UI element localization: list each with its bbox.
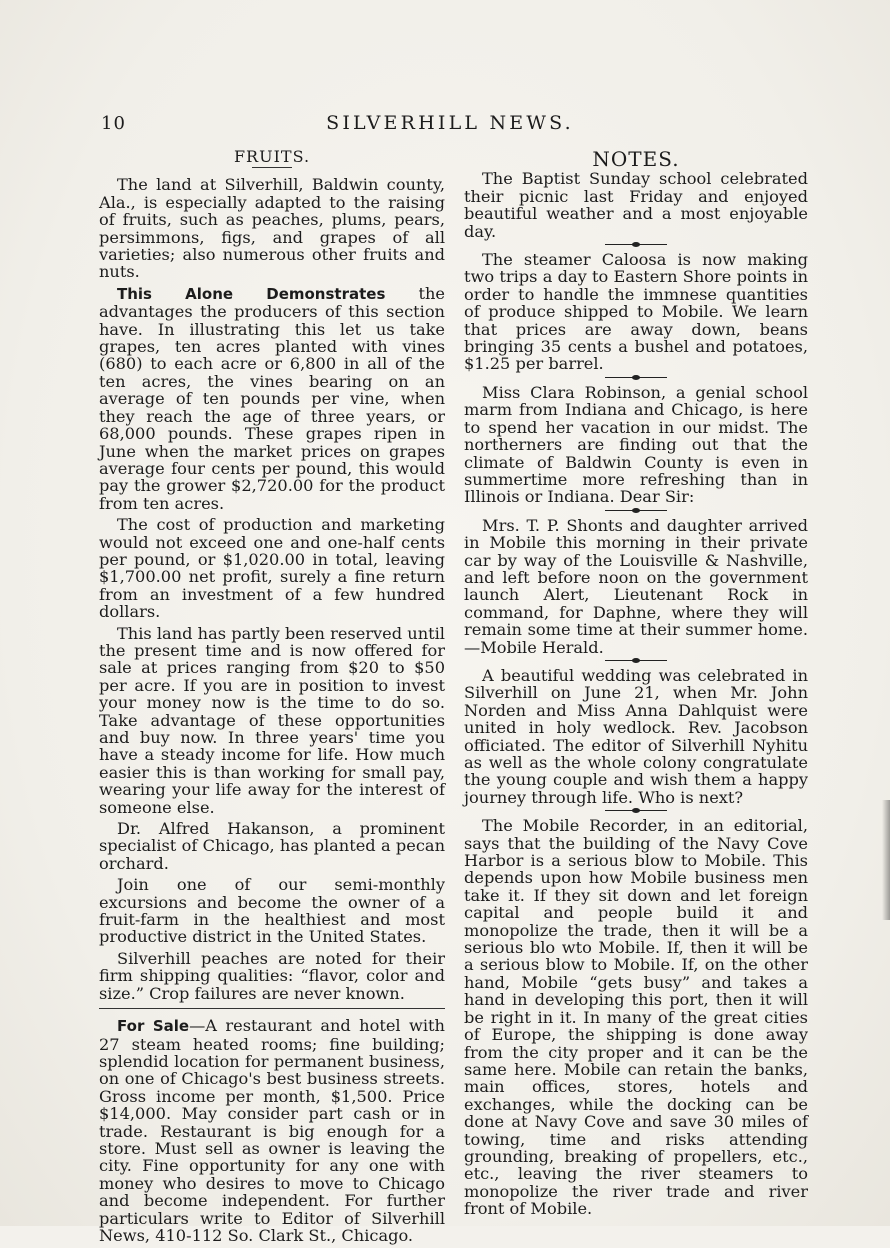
note-1: The Baptist Sunday school celebrated their picnic last Friday and enjoyed beautiful weather and a most enjoyable day. [464, 169, 808, 241]
fruits-paragraph-5: Dr. Alfred Hakanson, a prominent specialist of Chicago, has planted a pecan orchard. [99, 819, 445, 873]
notes-column [464, 148, 808, 1222]
note-separator [605, 244, 667, 245]
demonstrates-text: the advantages the producers of this section have. In illustrating this let us take grapes, ten acres planted with vines (680) to each acre or 6,800 in all of the ten acres, the vines bearing on an average of ten pounds per vine, when they reach the age of three years, or 68,000 pounds. These grapes ripen in June when the market prices on grapes average four cents per pound, this would pay the grower $2,720.00 for the product from ten acres. [99, 283, 446, 513]
page-edge-shadow [882, 800, 890, 920]
fruits-paragraph-4: This land has partly been reserved until the present time and is now offered for sale at prices ranging from $20 to $50 per acre. If you are in position to invest your money now is the time to do so. Take advantage of these opportunities and buy now. In three years' time you have a steady income for life. How much easier this is than working for small pay, wearing your life away for the interest of someone else. [99, 623, 445, 817]
section-divider [99, 1008, 445, 1009]
heading-rule [252, 167, 292, 168]
notes-heading: NOTES. [592, 147, 680, 171]
fruits-column [99, 148, 445, 1248]
note-6: The Mobile Recorder, in an editorial, says that the building of the Navy Cove Harbor is a serious blow to Mobile. This depends upon how Mobile business men take it. If they sit down and let foreign capital and people build it and monopolize the trade, then it will be a serious blo wto Mobile. If, then it will be a serious blow to Mobile. If, on the other hand, Mobile “gets busy” and takes a hand in developing this port, then it will be right in it. In many of the great cities of Europe, the shipping is done away from the city proper and it can be the same here. Mobile can retain the banks, main offices, stores, hotels and exchanges, while the docking can be done at Navy Cove and save 30 miles of towing, time and risks attending grounding, breaking of propellers, etc., etc., leaving the river steamers to monopolize the river trade and river front of Mobile. [464, 816, 808, 1219]
page-number: 10 [101, 113, 126, 134]
note-2: The steamer Caloosa is now making two trips a day to Eastern Shore points in order to handle the immnese quantities of produce shipped to Mobile. We learn that prices are away down, beans bringing 35 cents a bushel and potatoes, $1.25 per barrel. [464, 250, 808, 374]
note-separator [605, 510, 667, 511]
for-sale-ad [99, 1017, 445, 1244]
for-sale-lead: For Sale [117, 1017, 190, 1036]
running-head-title: SILVERHILL NEWS. [326, 112, 574, 134]
note-3: Miss Clara Robinson, a genial school marm from Indiana and Chicago, is here to spend her vacation in our midst. The northerners are finding out that the climate of Baldwin County is even in summertime more refreshing than in Illinois or Indiana. Dear Sir: [464, 382, 808, 507]
fruits-paragraph-2 [99, 285, 445, 512]
note-separator [605, 377, 667, 378]
fruits-paragraph-3: The cost of production and marketing would not exceed one and one-half cents per pound, or $1,020.00 in total, leaving $1,700.00 net profit, surely a fine return from an investment of a few hundred dollars. [99, 515, 445, 622]
note-5: A beautiful wedding was celebrated in Silverhill on June 21, when Mr. John Norden and Miss Anna Dahlquist were united in holy wedlock. Rev. Jacobson officiated. The editor of Silverhill Nyhitu as well as the whole colony congratulate the young couple and wish them a happy journey through life. Who is next? [464, 665, 808, 807]
note-separator [605, 810, 667, 811]
note-separator [605, 660, 667, 661]
fruits-paragraph-1: The land at Silverhill, Baldwin county, Ala., is especially adapted to the raising of fruits, such as peaches, plums, pears, persimmons, figs, and grapes of all varieties; also numerous other fruits and nuts. [99, 175, 445, 282]
fruits-heading: FRUITS. [233, 147, 311, 166]
note-4: Mrs. T. P. Shonts and daughter arrived in Mobile this morning in their private car by way of the Louisville & Nashville, and left before noon on the government launch Alert, Lieutenant Rock in command, for Daphne, where they will remain some time at their summer home.—Mobile Herald. [464, 515, 808, 657]
fruits-paragraph-6: Join one of our semi-monthly excursions and become the owner of a fruit-farm in the healthiest and most productive district in the United States. [99, 875, 445, 947]
demonstrates-lead: This Alone Demonstrates [117, 284, 386, 303]
for-sale-text: —A restaurant and hotel with 27 steam heated rooms; fine building; splendid location for permanent business, on one of Chicago's best business streets. Gross income per month, $1,500. Price $14,000. May consider part cash or in trade. Restaurant is big enough for a store. Must sell as owner is leaving the city. Fine opportunity for any one with money who desires to move to Chicago and become independent. For further particulars write to Editor of Silverhill News, 410-112 So. Clark St., Chicago. [99, 1016, 445, 1245]
fruits-paragraph-7: Silverhill peaches are noted for their firm shipping qualities: “flavor, color and size.” Crop failures are never known. [99, 948, 445, 1003]
